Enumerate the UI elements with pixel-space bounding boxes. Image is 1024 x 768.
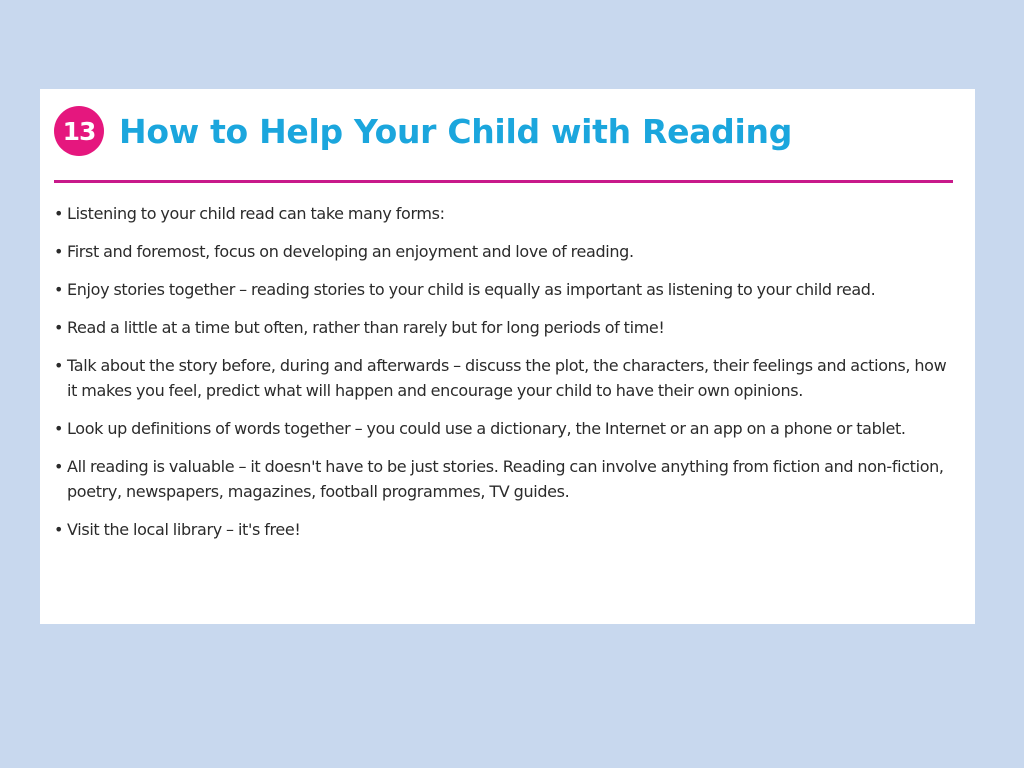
divider-line [54,180,953,183]
number-badge: 13 [54,106,104,156]
bullet-icon: • [54,419,64,438]
list-item [54,277,954,302]
list-item [54,517,954,542]
bullet-icon: • [54,520,64,539]
bullet-icon: • [54,356,64,375]
header [54,106,792,156]
content-card [40,89,975,624]
list-item [54,454,954,504]
list-item-text: Visit the local library – it's free! [67,520,301,539]
bullet-icon: • [54,457,64,476]
page-title: How to Help Your Child with Reading [119,111,793,151]
bullet-icon: • [54,280,64,299]
list-item-text: Talk about the story before, during and afterwards – discuss the plot, the characters, their feelings and actions, how it makes you feel, predict what will happen and encourage your child to have their own opinions. [67,356,947,400]
bullet-icon: • [54,242,64,261]
list-item-text: Enjoy stories together – reading stories to your child is equally as important as listening to your child read. [67,280,876,299]
list-item [54,239,954,264]
list-item-text: Look up definitions of words together – you could use a dictionary, the Internet or an app on a phone or tablet. [67,419,906,438]
list-item [54,201,954,226]
list-item [54,353,954,403]
list-item-text: Listening to your child read can take many forms: [67,204,445,223]
list-item-text: All reading is valuable – it doesn't have to be just stories. Reading can involve anything from fiction and non-fiction, poetry, newspapers, magazines, football programmes, TV guides. [67,457,944,501]
list-item [54,416,954,441]
list-item [54,315,954,340]
bullet-list [54,201,954,555]
bullet-icon: • [54,204,64,223]
list-item-text: First and foremost, focus on developing an enjoyment and love of reading. [67,242,634,261]
list-item-text: Read a little at a time but often, rather than rarely but for long periods of time! [67,318,665,337]
bullet-icon: • [54,318,64,337]
